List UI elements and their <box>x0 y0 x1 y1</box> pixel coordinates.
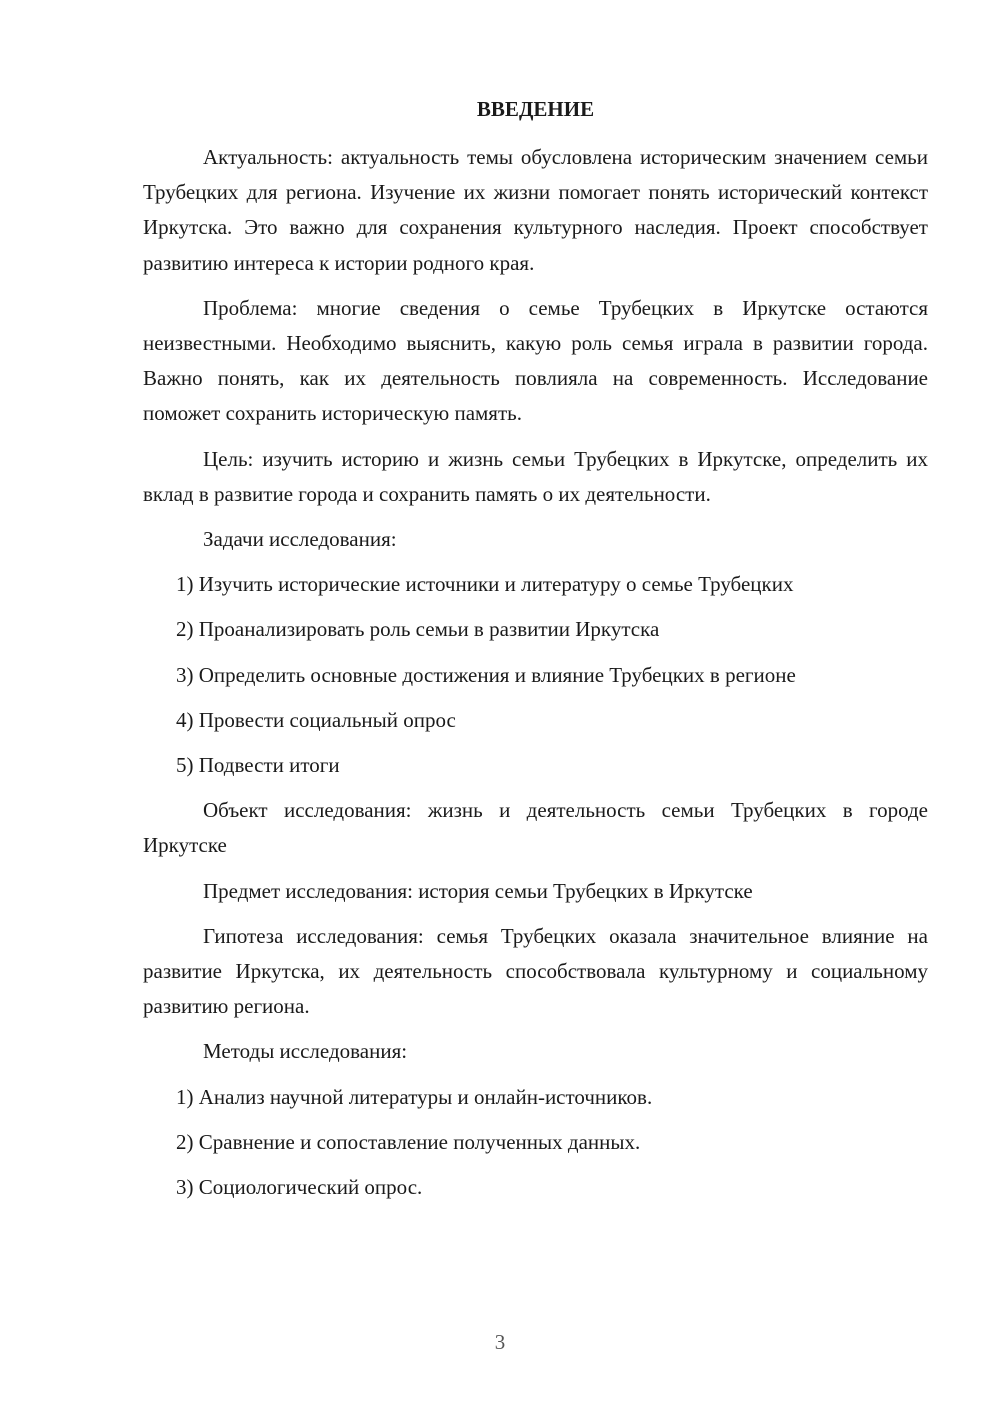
task-item: 4) Провести социальный опрос <box>176 707 456 732</box>
hypothesis-paragraph: Гипотеза исследования: семья Трубецких оказала значительное влияние на развитие Иркутска, их деятельность способствовала культурному и социальному развитию региона. <box>143 923 928 1019</box>
tasks-title: Задачи исследования: <box>203 527 397 552</box>
method-item: 1) Анализ научной литературы и онлайн-источников. <box>176 1084 653 1109</box>
task-item: 3) Определить основные достижения и влияние Трубецких в регионе <box>176 662 796 687</box>
goal-paragraph: Цель: изучить историю и жизнь семьи Трубецких в Иркутске, определить их вклад в развитие города и сохранить память о их деятельности. <box>143 446 928 506</box>
methods-title: Методы исследования: <box>203 1039 408 1064</box>
page-number: 3 <box>494 1330 506 1354</box>
tasks-list <box>143 567 928 783</box>
document-page <box>143 92 928 1215</box>
object-paragraph: Объект исследования: жизнь и деятельность семьи Трубецких в городе Иркутске <box>143 798 928 858</box>
relevance-paragraph: Актуальность: актуальность темы обусловлена историческим значением семьи Трубецких для региона. Изучение их жизни помогает понять исторический контекст Иркутска. Это важно для сохранения культурного наследия. Проект способствует развитию интереса к истории родного края. <box>143 145 928 275</box>
section-heading: ВВЕДЕНИЕ <box>476 97 595 121</box>
method-item: 2) Сравнение и сопоставление полученных данных. <box>176 1129 641 1154</box>
methods-list <box>143 1080 928 1206</box>
method-item: 3) Социологический опрос. <box>176 1175 423 1200</box>
task-item: 5) Подвести итоги <box>176 753 340 778</box>
task-item: 1) Изучить исторические источники и литературу о семье Трубецких <box>176 572 794 597</box>
subject-paragraph: Предмет исследования: история семьи Трубецких в Иркутске <box>203 878 753 903</box>
task-item: 2) Проанализировать роль семьи в развитии Иркутска <box>176 617 660 642</box>
problem-paragraph: Проблема: многие сведения о семье Трубецких в Иркутске остаются неизвестными. Необходимо выяснить, какую роль семья играла в развитии города. Важно понять, как их деятельность повлияла на современность. Исследование поможет сохранить историческую память. <box>143 295 928 426</box>
